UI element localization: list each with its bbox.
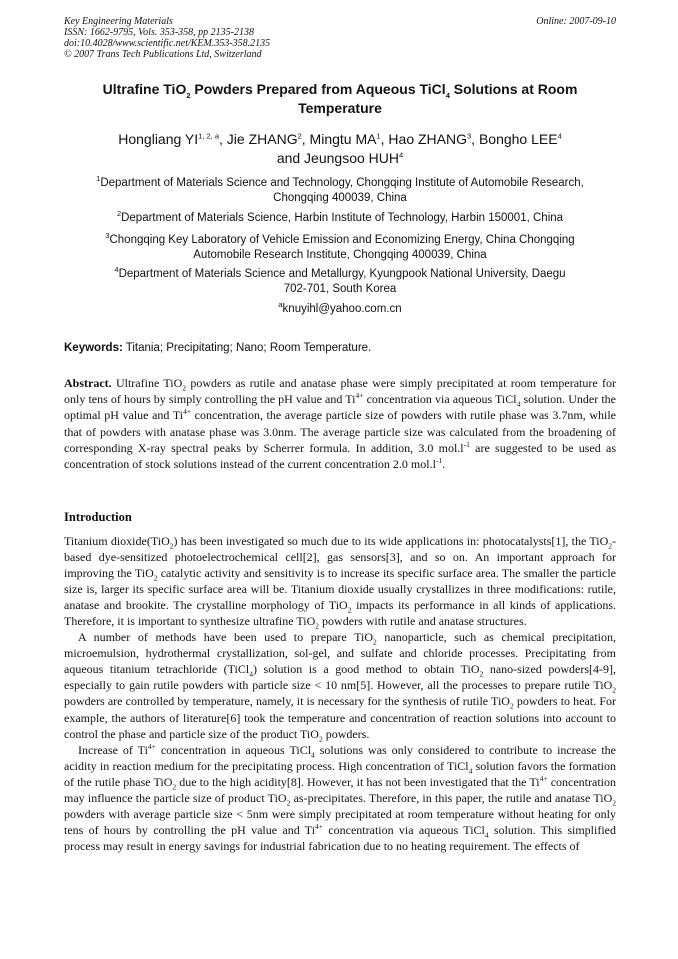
author-email: $^a$knuyihl@yahoo.com.cn (278, 300, 402, 315)
keywords-label: Keywords: (64, 342, 123, 354)
paper-title: Ultrafine TiO$_2$ Powders Prepared from Aqueous TiCl$_4$ Solutions at Room Temperature (102, 81, 578, 116)
issn-line: ISSN: 1662-9795, Vols. 353-358, pp 2135-2138 (64, 27, 254, 38)
paragraph-2: A number of methods have been used to prepare TiO$_2$ nanoparticle, such as chemical precipitation, microemulsion, hydrothermal crystallization, sol-gel, and sulfate and chloride processes. Precipitating from aqueous titanium tetrachloride (TiCl$_4$) solution is a good method to obtain TiO$_2$ nano-sized powders[4-9], especially to gain rutile powders with particle size < 10 nm[5]. However, all the processes to prepare rutile TiO$_2$ powders are controlled by temperature, namely, it is necessary for the synthesis of rutile TiO$_2$ powders to heat. For example, the authors of literature[6] took the temperature and concentration of reaction solutions into account to control the phase and particle size of the product TiO$_2$ powders. (64, 630, 617, 743)
abstract-label: Abstract. (64, 376, 112, 390)
paragraph-1: Titanium dioxide(TiO$_2$) has been investigated so much due to its wide applications in: photocatalysts[1], the TiO$_2$-based dye-sensitized photoelectrochemical cell[2], gas sensors[3], and so on. An important approach for improving the TiO$_2$ catalytic activity and sensitivity is to increase its specific surface area. The smaller the particle size is, larger its specific surface area will be. Titanium dioxide usually crystallizes in three modifications: rutile, anatase and brookite. The crystalline morphology of TiO$_2$ impacts its performance in all kinds of applications. Therefore, it is important to synthesize ultrafine TiO$_2$ powders with rutile and anatase structures. (64, 534, 617, 631)
doi-line: doi:10.4028/www.scientific.net/KEM.353-358.2135 (64, 38, 271, 49)
journal-header (64, 16, 616, 60)
keywords (64, 342, 616, 354)
copyright-line: © 2007 Trans Tech Publications Ltd, Switzerland (64, 49, 262, 60)
keywords-text: Titania; Precipitating; Nano; Room Temperature. (122, 342, 372, 354)
introduction-body (64, 533, 616, 854)
paragraph-3: Increase of $Ti^{4+}$ concentration in aqueous TiCl$_4$ solutions was only considered to contribute to increase the acidity in reaction medium for the precipitating process. High concentration of TiCl$_4$ solution favors the formation of the rutile phase TiO$_2$ due to the high acidity[8]. However, it has not been investigated that the $Ti^{4+}$ concentration may influence the particle size of product TiO$_2$ as-precipitates. Therefore, in this paper, the rutile and anatase TiO$_2$ powders with average particle size < 5nm were simply precipitated at room temperature without heating for only tens of hours by controlling the pH value and $Ti^{4+}$ concentration via aqueous TiCl$_4$ solution. This simplified process may result in energy savings for industrial fabrication due to no heating requirement. The effects of (64, 741, 617, 853)
author-list: Hongliang YI$^{1, 2, a}$, Jie ZHANG$^2$, Mingtu $MA^1$, Hao ZHANG$^3$, Bongho LEE$^4$ and Jeungsoo HUH$^4$ (118, 131, 562, 166)
section-heading-introduction: Introduction (64, 510, 132, 524)
online-date: Online: 2007-09-10 (536, 16, 616, 27)
affiliation-4: $^4$Department of Materials Science and Metallurgy, Kyungpook National University, Daegu 702-701, South Korea (114, 265, 566, 295)
affiliation-1: $^1$Department of Materials Science and Technology, Chongqing Institute of Automobile Research, Chongqing 400039, China (96, 174, 584, 204)
abstract: Abstract. Ultrafine TiO$_2$ powders as rutile and anatase phase were simply precipitated at room temperature for only tens of hours by simply controlling the pH value and $Ti^{4+}$ concentration via aqueous TiCl$_4$ solution. Under the optimal pH value and $Ti^{4+}$ concentration, the average particle size of powders with rutile phase was 3.7nm, while that of powders with anatase phase was 3.0nm. The average particle size was calculated from the broadening of corresponding X-ray spectral peaks by Scherrer formula. In addition, 3.0 $mol.l^{-1}$ are suggested to be used as concentration of stock solutions instead of the current concentration 2.0 $mol.l^{-1}$. (64, 376, 617, 472)
affiliation-3: $^3$Chongqing Key Laboratory of Vehicle Emission and Economizing Energy, China Chongqing Automobile Research Institute, Chongqing 400039, China (105, 231, 575, 261)
affiliation-2: $^2$Department of Materials Science, Harbin Institute of Technology, Harbin 150001, China (116, 209, 564, 224)
journal-name: Key Engineering Materials (64, 16, 173, 27)
